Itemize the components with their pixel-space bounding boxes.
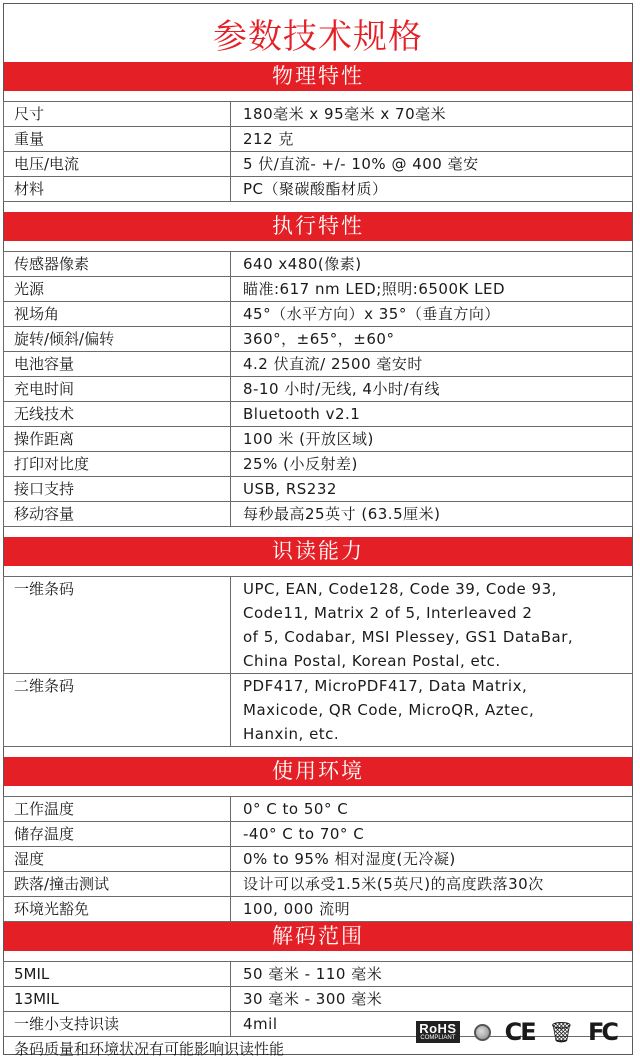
environment-table: [3, 796, 633, 922]
table-row: [4, 797, 633, 822]
spec-key: 一维条码: [4, 577, 231, 674]
spec-value: 45°（水平方向）x 35°（垂直方向）: [231, 302, 633, 327]
spec-sheet: [3, 3, 633, 1058]
section-header-reading: 识读能力: [4, 537, 632, 566]
spec-key: 传感器像素: [4, 252, 231, 277]
section-header-physical: 物理特性: [4, 62, 632, 91]
spec-key: 湿度: [4, 847, 231, 872]
spec-key: 5MIL: [4, 962, 231, 987]
table-row: [4, 352, 633, 377]
spec-key: 充电时间: [4, 377, 231, 402]
table-row: [4, 277, 633, 302]
table-row: [4, 897, 633, 922]
table-row: [4, 327, 633, 352]
table-row: [4, 177, 633, 202]
spec-key: 材料: [4, 177, 231, 202]
spec-value: 5 伏/直流- +/- 10% @ 400 毫安: [231, 152, 633, 177]
spec-key: 光源: [4, 277, 231, 302]
ce-logo: CE: [504, 1018, 535, 1046]
spec-value: 30 毫米 - 300 毫米: [231, 987, 633, 1012]
spec-value: 25% (小反射差): [231, 452, 633, 477]
spec-key: 移动容量: [4, 502, 231, 527]
table-row: [4, 452, 633, 477]
spec-key: 储存温度: [4, 822, 231, 847]
table-row: [4, 302, 633, 327]
spec-value: [231, 674, 633, 747]
spec-value: USB, RS232: [231, 477, 633, 502]
spec-value: 0% to 95% 相对湿度(无冷凝): [231, 847, 633, 872]
reading-table: [3, 576, 633, 747]
spec-key: 尺寸: [4, 102, 231, 127]
table-row: [4, 987, 633, 1012]
value-line: China Postal, Korean Postal, etc.: [243, 652, 501, 670]
spec-value: 100 米 (开放区域): [231, 427, 633, 452]
value-line: of 5, Codabar, MSI Plessey, GS1 DataBar,: [243, 628, 574, 646]
spec-value: 每秒最高25英寸 (63.5厘米): [231, 502, 633, 527]
spec-key: 接口支持: [4, 477, 231, 502]
weee-bin-icon: 🗑: [548, 1020, 574, 1044]
spec-value: 设计可以承受1.5米(5英尺)的高度跌落30次: [231, 872, 633, 897]
table-row: [4, 674, 633, 747]
spec-value: -40° C to 70° C: [231, 822, 633, 847]
table-row: [4, 377, 633, 402]
table-row: [4, 127, 633, 152]
spec-value: 360°，±65°，±60°: [231, 327, 633, 352]
spec-key: 电压/电流: [4, 152, 231, 177]
footnote: 条码质量和环境状况有可能影响识读性能: [14, 1040, 285, 1058]
spec-value: 8-10 小时/无线, 4小时/有线: [231, 377, 633, 402]
spec-key: 重量: [4, 127, 231, 152]
rohs-logo: RoHS COMPLIANT: [416, 1021, 459, 1043]
spec-value: 4mil: [231, 1012, 633, 1037]
spec-key: 电池容量: [4, 352, 231, 377]
spec-key: 旋转/倾斜/偏转: [4, 327, 231, 352]
table-row: [4, 402, 633, 427]
physical-table: [3, 101, 633, 202]
section-header-environment: 使用环境: [4, 757, 632, 786]
performance-table: [3, 251, 633, 527]
value-line: Maxicode, QR Code, MicroQR, Aztec,: [243, 701, 535, 719]
table-row: [4, 152, 633, 177]
spec-value: 4.2 伏直流/ 2500 毫安时: [231, 352, 633, 377]
table-row: [4, 502, 633, 527]
spec-key: 视场角: [4, 302, 231, 327]
page-title: 参数技术规格: [213, 16, 423, 57]
fc-logo: FC: [587, 1018, 616, 1046]
table-row: [4, 427, 633, 452]
value-line: Code11, Matrix 2 of 5, Interleaved 2: [243, 604, 533, 622]
section-header-range: 解码范围: [4, 922, 632, 951]
spec-key: 跌落/撞击测试: [4, 872, 231, 897]
spec-key: 操作距离: [4, 427, 231, 452]
globe-icon: [474, 1024, 491, 1041]
spec-value: 212 克: [231, 127, 633, 152]
table-row: [4, 477, 633, 502]
table-row: [4, 102, 633, 127]
spec-key: 环境光豁免: [4, 897, 231, 922]
spec-value: 瞄准:617 nm LED;照明:6500K LED: [231, 277, 633, 302]
table-row: [4, 962, 633, 987]
value-line: UPC, EAN, Code128, Code 39, Code 93,: [243, 580, 557, 598]
spec-key: 无线技术: [4, 402, 231, 427]
value-line: PDF417, MicroPDF417, Data Matrix,: [243, 677, 528, 695]
table-row: [4, 822, 633, 847]
section-header-performance: 执行特性: [4, 212, 632, 241]
table-row: [4, 872, 633, 897]
spec-value: PC（聚碳酸酯材质）: [231, 177, 633, 202]
table-row: [4, 847, 633, 872]
certification-logos: [416, 1018, 616, 1046]
spec-value: [231, 577, 633, 674]
spec-value: 0° C to 50° C: [231, 797, 633, 822]
value-line: Hanxin, etc.: [243, 725, 340, 743]
spec-value: 180毫米 x 95毫米 x 70毫米: [231, 102, 633, 127]
spec-key: 一维小支持识读: [4, 1012, 231, 1037]
spec-value: 640 x480(像素): [231, 252, 633, 277]
spec-key: 打印对比度: [4, 452, 231, 477]
table-row: [4, 252, 633, 277]
spec-key: 13MIL: [4, 987, 231, 1012]
spec-value: 100, 000 流明: [231, 897, 633, 922]
spec-key: 二维条码: [4, 674, 231, 747]
spec-key: 工作温度: [4, 797, 231, 822]
spec-value: Bluetooth v2.1: [231, 402, 633, 427]
spec-value: 50 毫米 - 110 毫米: [231, 962, 633, 987]
table-row: [4, 577, 633, 674]
